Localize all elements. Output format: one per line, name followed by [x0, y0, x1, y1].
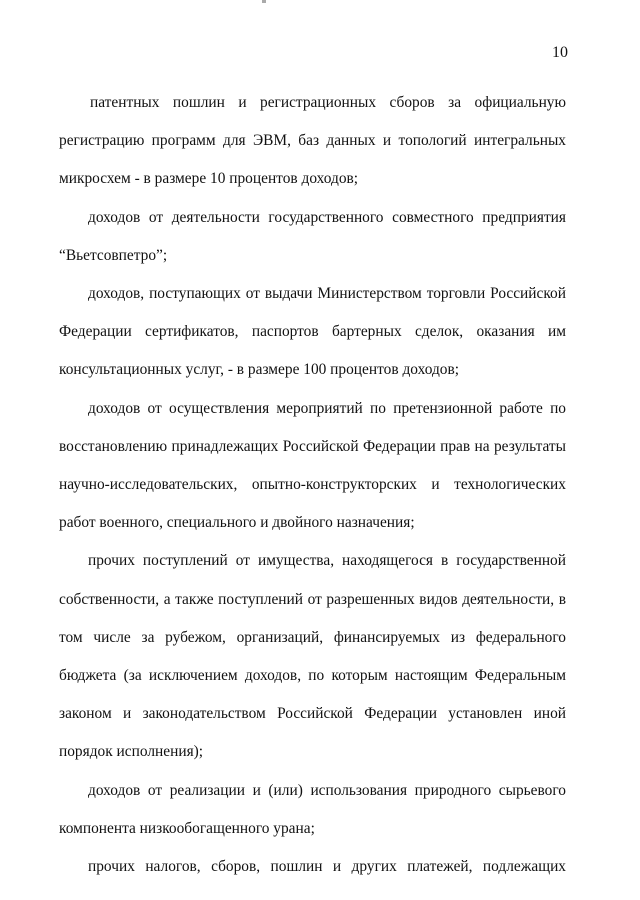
text-line: доходов от осуществления мероприятий по претензионной работе по [88, 399, 566, 417]
text-line: порядок исполнения); [59, 743, 204, 761]
text-line: научно-исследовательских, опытно-конструкторских и технологических [59, 476, 566, 494]
text-line: прочих налогов, сборов, пошлин и других платежей, подлежащих [88, 858, 566, 876]
paragraph [59, 199, 566, 275]
text-line: патентных пошлин и регистрационных сборов за официальную [90, 94, 566, 111]
paragraph [59, 390, 566, 543]
text-line: прочих поступлений от имущества, находящегося в государственной [88, 552, 566, 570]
paragraph [88, 848, 566, 886]
paragraph [59, 772, 566, 848]
text-line: законом и законодательством Российской Федерации установлен иной [59, 705, 566, 723]
text-line: восстановлению принадлежащих Российской Федерации прав на результаты [59, 437, 566, 455]
scan-speck [262, 0, 266, 3]
text-line: доходов, поступающих от выдачи Министерством торговли Российской [88, 285, 566, 303]
text-line: доходов от деятельности государственного совместного предприятия [88, 208, 566, 226]
paragraph [59, 275, 566, 390]
text-line: регистрацию программ для ЭВМ, баз данных и топологий интегральных [59, 132, 566, 150]
text-line: том числе за рубежом, организаций, финансируемых из федерального [59, 628, 566, 646]
paragraph [59, 542, 566, 771]
page-number: 10 [552, 44, 568, 61]
paragraph [59, 84, 566, 199]
text-line: бюджета (за исключением доходов, по которым настоящим Федеральным [59, 667, 566, 685]
text-line: Федерации сертификатов, паспортов бартерных сделок, оказания им [59, 323, 566, 341]
text-line: консультационных услуг, - в размере 100 процентов доходов; [59, 361, 460, 379]
text-line: собственности, а также поступлений от разрешенных видов деятельности, в [59, 590, 566, 608]
text-line: “Вьетсовпетро”; [59, 246, 168, 264]
text-line: доходов от реализации и (или) использования природного сырьевого [88, 781, 566, 799]
body-text [59, 84, 566, 886]
text-line: компонента низкообогащенного урана; [59, 819, 315, 837]
text-line: микросхем - в размере 10 процентов доходов; [59, 170, 359, 188]
text-line: работ военного, специального и двойного назначения; [59, 514, 415, 532]
